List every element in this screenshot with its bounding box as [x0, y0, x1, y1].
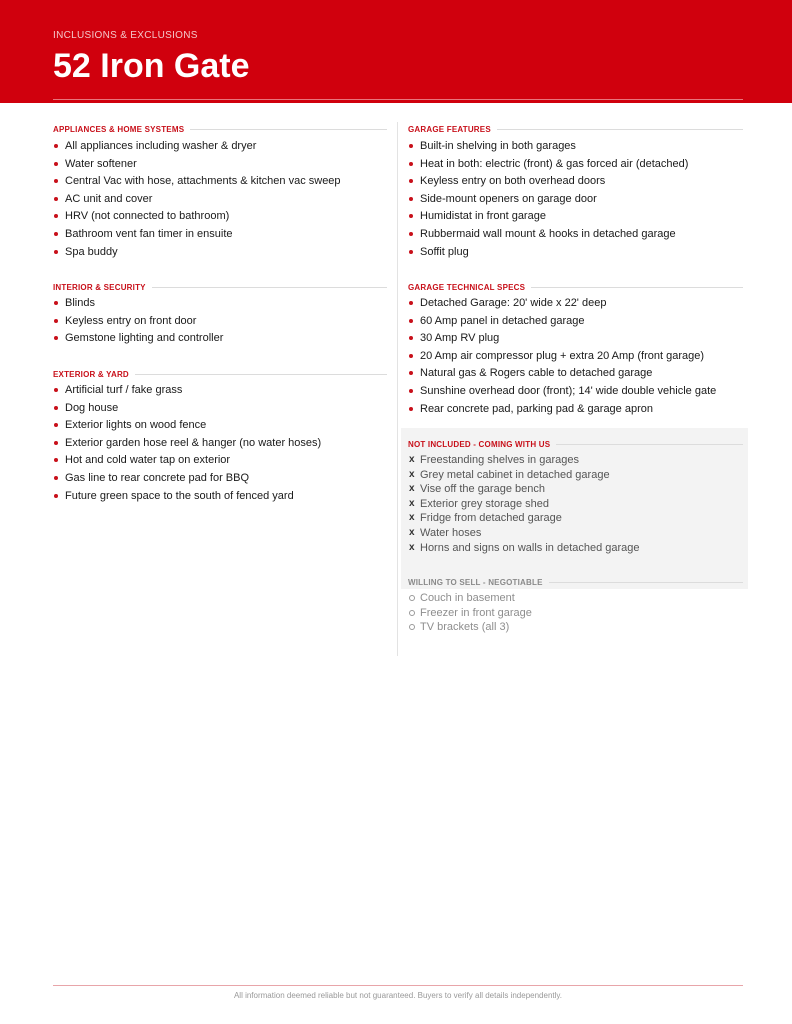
header-kicker: INCLUSIONS & EXCLUSIONS: [53, 30, 198, 41]
list-item: Sunshine overhead door (front); 14' wide double vehicle gate: [408, 383, 743, 401]
bullet-icon: [54, 458, 58, 462]
list-item: Dog house: [53, 400, 387, 418]
page-title: 52 Iron Gate: [53, 47, 250, 85]
bullet-icon: [409, 250, 413, 254]
section-heading: WILLING TO SELL - NEGOTIABLE: [408, 576, 743, 588]
bullet-icon: [54, 423, 58, 427]
bullet-icon: [54, 441, 58, 445]
list-item: Keyless entry on front door: [53, 313, 387, 331]
list-item: Humidistat in front garage: [408, 208, 743, 226]
list-item: Natural gas & Rogers cable to detached garage: [408, 365, 743, 383]
x-mark-icon: x: [409, 497, 415, 509]
circle-icon: [409, 610, 415, 616]
list-item: x Vise off the garage bench: [409, 483, 545, 496]
bullet-icon: [409, 179, 413, 183]
list-item: All appliances including washer & dryer: [53, 138, 387, 156]
section-willing-to-sell: [408, 576, 743, 635]
list-item: Exterior lights on wood fence: [53, 417, 387, 435]
exterior-list: [53, 382, 387, 505]
x-mark-icon: x: [409, 454, 415, 465]
bullet-icon: [409, 336, 413, 340]
list-item: x Water hoses: [409, 526, 482, 539]
bullet-icon: [54, 388, 58, 392]
bullet-icon: [409, 354, 413, 358]
list-item: Heat in both: electric (front) & gas forced air (detached): [408, 156, 743, 174]
bullet-icon: [54, 406, 58, 410]
x-mark-icon: x: [409, 468, 415, 480]
list-item: Freezer in front garage: [408, 606, 743, 621]
x-mark-icon: x: [409, 541, 415, 553]
list-item: Artificial turf / fake grass: [53, 382, 387, 400]
section-heading: EXTERIOR & YARD: [53, 368, 387, 380]
section-not-included: [408, 438, 743, 555]
list-item: HRV (not connected to bathroom): [53, 208, 387, 226]
list-item: x Grey metal cabinet in detached garage: [409, 468, 610, 481]
bullet-icon: [409, 144, 413, 148]
list-item: AC unit and cover: [53, 191, 387, 209]
section-heading: NOT INCLUDED - COMING WITH US: [408, 438, 743, 450]
circle-icon: [409, 624, 415, 630]
list-item: Rear concrete pad, parking pad & garage apron: [408, 401, 743, 419]
bullet-icon: [409, 162, 413, 166]
bullet-icon: [409, 197, 413, 201]
list-item: Keyless entry on both overhead doors: [408, 173, 743, 191]
list-item: 60 Amp panel in detached garage: [408, 313, 743, 331]
footer-divider: [53, 985, 743, 986]
section-heading: GARAGE TECHNICAL SPECS: [408, 281, 743, 293]
bullet-icon: [54, 250, 58, 254]
list-item: Rubbermaid wall mount & hooks in detached garage: [408, 226, 743, 244]
section-appliances: [53, 123, 387, 261]
willing-to-sell-list: [408, 591, 743, 635]
list-item: TV brackets (all 3): [408, 620, 743, 635]
x-mark-icon: x: [409, 526, 415, 538]
section-heading: INTERIOR & SECURITY: [53, 281, 387, 293]
list-item: Hot and cold water tap on exterior: [53, 452, 387, 470]
bullet-icon: [409, 214, 413, 218]
list-item: x Freestanding shelves in garages: [409, 454, 579, 466]
bullet-icon: [54, 214, 58, 218]
bullet-icon: [409, 407, 413, 411]
list-item: Gemstone lighting and controller: [53, 330, 387, 348]
bullet-icon: [54, 476, 58, 480]
bullet-icon: [54, 301, 58, 305]
not-included-list: [408, 453, 743, 555]
bullet-icon: [54, 494, 58, 498]
list-item: x Exterior grey storage shed: [409, 497, 550, 510]
list-item: Future green space to the south of fenced yard: [53, 488, 387, 506]
list-item: Blinds: [53, 295, 387, 313]
list-item: Side-mount openers on garage door: [408, 191, 743, 209]
bullet-icon: [54, 336, 58, 340]
list-item: Couch in basement: [408, 591, 743, 606]
x-mark-icon: x: [409, 483, 415, 495]
bullet-icon: [54, 162, 58, 166]
list-item: Built-in shelving in both garages: [408, 138, 743, 156]
bullet-icon: [409, 301, 413, 305]
list-item: Spa buddy: [53, 244, 387, 262]
list-item: 20 Amp air compressor plug + extra 20 Amp (front garage): [408, 348, 743, 366]
bullet-icon: [409, 319, 413, 323]
garage-specs-list: [408, 295, 743, 418]
bullet-icon: [54, 319, 58, 323]
bullet-icon: [54, 232, 58, 236]
appliances-list: [53, 138, 387, 261]
garage-features-list: [408, 138, 743, 261]
bullet-icon: [409, 371, 413, 375]
list-item: Exterior garden hose reel & hanger (no water hoses): [53, 435, 387, 453]
list-item: Central Vac with hose, attachments & kitchen vac sweep: [53, 173, 387, 191]
list-item: 30 Amp RV plug: [408, 330, 743, 348]
x-mark-icon: x: [409, 512, 415, 524]
list-item: Detached Garage: 20' wide x 22' deep: [408, 295, 743, 313]
section-garage-features: [408, 123, 743, 261]
interior-list: [53, 295, 387, 348]
header-banner: [0, 0, 792, 103]
circle-icon: [409, 595, 415, 601]
list-item: x Horns and signs on walls in detached garage: [409, 541, 640, 554]
section-garage-specs: [408, 281, 743, 418]
footer-disclaimer: All information deemed reliable but not guaranteed. Buyers to verify all details independently.: [233, 991, 563, 1000]
bullet-icon: [409, 389, 413, 393]
bullet-icon: [54, 179, 58, 183]
list-item: Soffit plug: [408, 244, 743, 262]
bullet-icon: [54, 197, 58, 201]
list-item: Water softener: [53, 156, 387, 174]
list-item: Bathroom vent fan timer in ensuite: [53, 226, 387, 244]
section-interior: [53, 281, 387, 348]
list-item: x Fridge from detached garage: [409, 512, 562, 525]
bullet-icon: [54, 144, 58, 148]
column-divider: [397, 122, 398, 656]
bullet-icon: [409, 232, 413, 236]
section-exterior: [53, 368, 387, 505]
list-item: Gas line to rear concrete pad for BBQ: [53, 470, 387, 488]
section-heading: GARAGE FEATURES: [408, 123, 743, 135]
section-heading: APPLIANCES & HOME SYSTEMS: [53, 123, 387, 135]
header-divider: [53, 99, 743, 100]
